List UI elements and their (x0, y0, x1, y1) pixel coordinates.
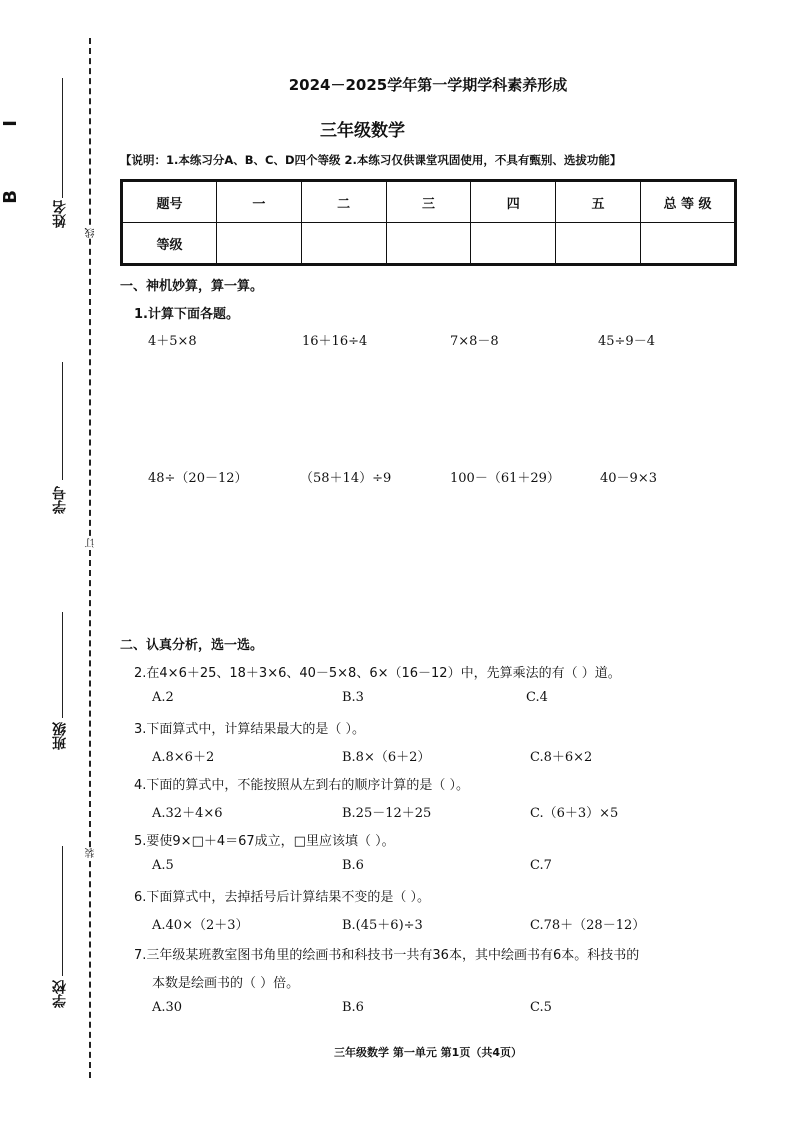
question-text: 6.下面算式中，去掉括号后计算结果不变的是（ ）。 (134, 890, 431, 905)
school-line (62, 846, 63, 976)
option-b[interactable]: B.8×（6＋2） (342, 750, 431, 765)
table-cell: 三 (386, 181, 471, 223)
calc-expression: 48÷（20－12） (148, 471, 248, 486)
grade-table-grade-row (122, 223, 736, 265)
section-2-title: 二、认真分析，选一选。 (120, 638, 264, 653)
calc-expression: 100－（61＋29） (450, 471, 560, 486)
calc-expression: 40－9×3 (600, 471, 657, 486)
calc-expression: 16＋16÷4 (302, 334, 368, 349)
grade-entry-cell[interactable] (471, 223, 556, 265)
option-b[interactable]: B.6 (342, 858, 364, 873)
table-cell: 五 (556, 181, 641, 223)
option-b[interactable]: B.(45＋6)÷3 (342, 918, 423, 933)
table-cell: 一 (216, 181, 301, 223)
option-c[interactable]: C.4 (526, 690, 548, 705)
option-a[interactable]: A.32＋4×6 (152, 806, 223, 821)
option-c[interactable]: C.8＋6×2 (530, 750, 593, 765)
binding-dashed-line (89, 38, 91, 1078)
option-b[interactable]: B.25－12＋25 (342, 806, 432, 821)
option-a[interactable]: A.40×（2＋3） (152, 918, 249, 933)
calc-expression: 4＋5×8 (148, 334, 197, 349)
option-a[interactable]: A.5 (152, 858, 174, 873)
option-c[interactable]: C.5 (530, 1000, 552, 1015)
table-cell: 总 等 级 (640, 181, 735, 223)
name-label: 姓名 (52, 200, 68, 228)
option-a[interactable]: A.8×6＋2 (152, 750, 215, 765)
calc-expression: 7×8－8 (450, 334, 499, 349)
page-footer: 三年级数学 第一单元 第1页（共4页） (334, 1046, 522, 1059)
table-cell: 题号 (122, 181, 217, 223)
school-label: 学校 (52, 980, 68, 1008)
class-line (62, 612, 63, 718)
grade-entry-cell[interactable] (556, 223, 641, 265)
exam-title: 2024－2025学年第一学期学科素养形成 (288, 76, 568, 94)
option-b[interactable]: B.6 (342, 1000, 364, 1015)
instructions-note: 【说明：1.本练习分A、B、C、D四个等级 2.本练习仅供课堂巩固使用，不具有甄别、选拔功能】 (120, 153, 622, 167)
edge-glyph: B (0, 190, 21, 204)
question-text-continued: 本数是绘画书的（ ）倍。 (152, 976, 300, 991)
option-c[interactable]: C.（6＋3）×5 (530, 806, 619, 821)
grade-table (120, 179, 737, 266)
question-1-label: 1.计算下面各题。 (134, 307, 239, 322)
option-c[interactable]: C.7 (530, 858, 552, 873)
bind-char-order: 订 (86, 538, 97, 548)
name-line (62, 78, 63, 198)
grade-entry-cell[interactable] (216, 223, 301, 265)
class-label: 班级 (52, 722, 68, 750)
option-a[interactable]: A.2 (152, 690, 174, 705)
question-text: 2.在4×6＋25、18＋3×6、40－5×8、6×（16－12）中，先算乘法的有（ ）道。 (134, 666, 621, 681)
section-1-title: 一、神机妙算，算一算。 (120, 279, 264, 294)
grade-entry-cell[interactable] (386, 223, 471, 265)
question-text: 7.三年级某班教室图书角里的绘画书和科技书一共有36本，其中绘画书有6本。科技书的 (134, 948, 640, 963)
question-text: 4.下面的算式中，不能按照从左到右的顺序计算的是（ ）。 (134, 778, 470, 793)
question-text: 5.要使9×□＋4＝67成立，□里应该填（ ）。 (134, 834, 395, 849)
bind-char-line: 线 (86, 228, 97, 238)
grade-entry-cell[interactable] (301, 223, 386, 265)
option-c[interactable]: C.78＋（28－12） (530, 918, 646, 933)
student-id-label: 学号 (52, 486, 68, 514)
option-b[interactable]: B.3 (342, 690, 364, 705)
exam-subtitle: 三年级数学 (320, 121, 405, 141)
calc-expression: （58＋14）÷9 (300, 471, 392, 486)
question-text: 3.下面算式中，计算结果最大的是（ ）。 (134, 722, 366, 737)
student-id-line (62, 362, 63, 480)
option-a[interactable]: A.30 (152, 1000, 183, 1015)
edge-glyph: I (0, 120, 21, 127)
bind-char-binding: 装 (86, 848, 97, 858)
grade-table-header-row (122, 181, 736, 223)
grade-entry-cell[interactable] (640, 223, 735, 265)
table-cell: 四 (471, 181, 556, 223)
table-cell: 等级 (122, 223, 217, 265)
calc-expression: 45÷9－4 (598, 334, 655, 349)
table-cell: 二 (301, 181, 386, 223)
